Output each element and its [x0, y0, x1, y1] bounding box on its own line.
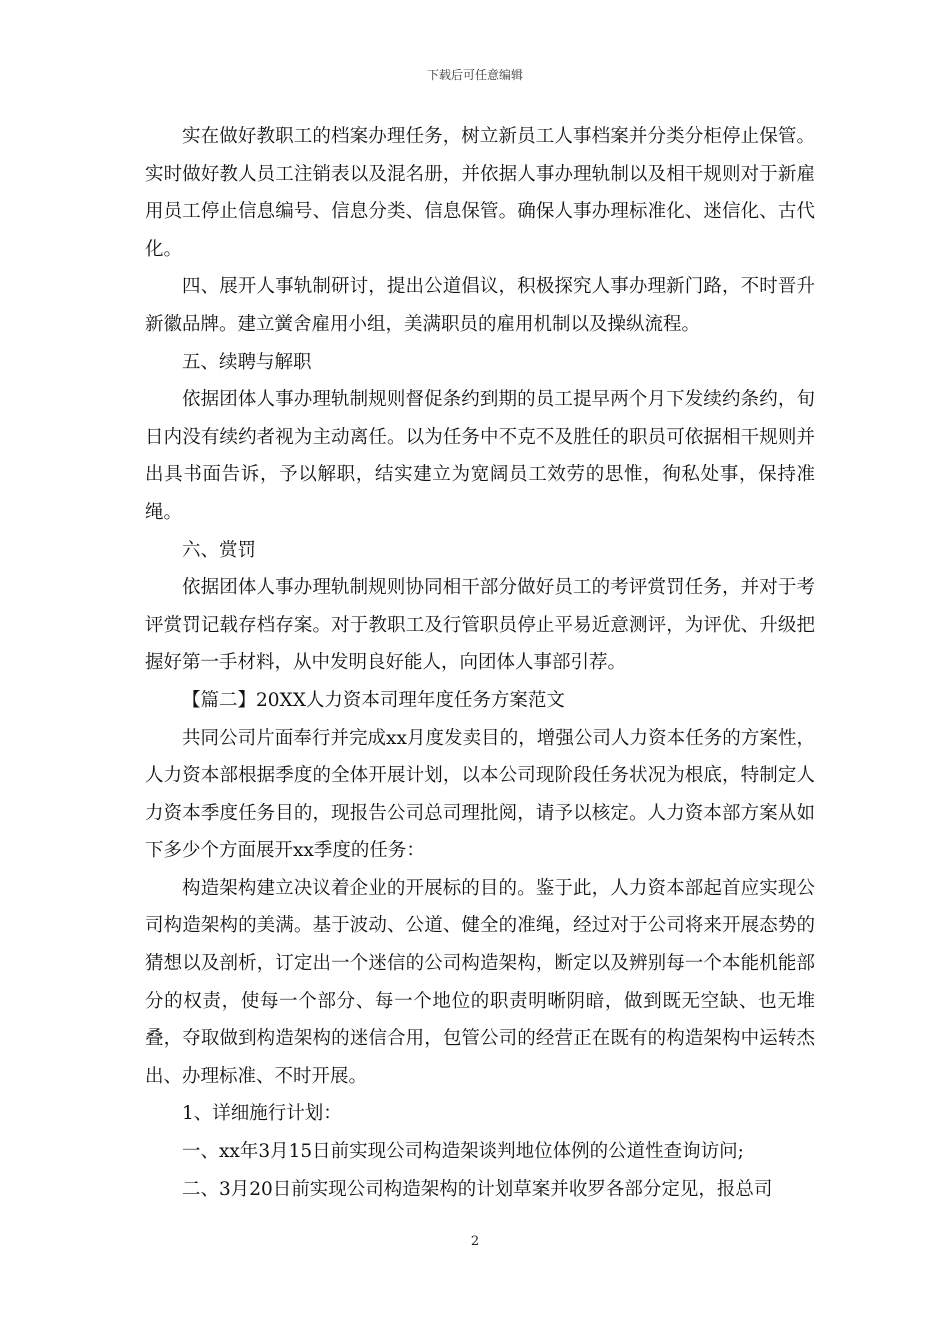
heading-implementation-plan: 1、详细施行计划：	[182, 1103, 342, 1125]
paragraph-archive-management: 实在做好教职工的档案办理任务，树立新员工人事档案并分类分柜停止保管。实时做好教人员工注销表以及混名册，并依据人事办理轨制以及相干规则对于新雇用员工停止信息编号、信息分类、信息保管。确保人事办理标准化、迷信化、古代化。	[145, 126, 815, 260]
header-note: 下载后可任意编辑	[426, 68, 523, 82]
heading-section-five: 五、续聘与解职	[182, 351, 312, 373]
paragraph-hr-quarterly-plan: 共同公司片面奉行并完成xx月度发卖目的，增强公司人力资本任务的方案性，人力资本部根据季度的全体开展计划，以本公司现阶段任务状况为根底，特制定人力资本季度任务目的，现报告公司总司理批阅，请予以核定。人力资本部方案从如下多少个方面展开xx季度的任务：	[145, 727, 815, 862]
paragraph-section-four: 四、展开人事轨制研讨，提出公道倡议，积极探究人事办理新门路，不时晋升新徽品牌。建立黉舍雇用小组，美满职员的雇用机制以及操纵流程。	[145, 276, 815, 335]
list-item-one: 一、xx年3月15日前实现公司构造架谈判地位体例的公道性查询访问;	[182, 1141, 744, 1163]
heading-section-six: 六、赏罚	[182, 539, 257, 561]
heading-part-two: 【篇二】20XX人力资本司理年度任务方案范文	[182, 689, 565, 711]
paragraph-contract-renewal: 依据团体人事办理轨制规则督促条约到期的员工提早两个月下发续约条约，旬日内没有续约者视为主动离任。以为任务中不克不及胜任的职员可依据相干规则并出具书面告诉，予以解职，结实建立为宽阔员工效劳的思惟，徇私处事，保持准绳。	[145, 389, 815, 523]
document-body	[145, 118, 815, 1208]
paragraph-org-structure: 构造架构建立决议着企业的开展标的目的。鉴于此，人力资本部起首应实现公司构造架构的美满。基于波动、公道、健全的准绳，经过对于公司将来开展态势的猜想以及剖析，订定出一个迷信的公司构造架构，断定以及辨别每一个本能机能部分的权责，使每一个部分、每一个地位的职责明晰阴暗，做到既无空缺、也无堆叠，夺取做到构造架构的迷信合用，包管公司的经营正在既有的构造架构中运转杰出、办理标准、不时开展。	[145, 877, 815, 1087]
list-item-two: 二、3月20日前实现公司构造架构的计划草案并收罗各部分定见，报总司	[182, 1178, 773, 1200]
page-number: 2	[470, 1234, 480, 1249]
paragraph-rewards-penalties: 依据团体人事办理轨制规则协同相干部分做好员工的考评赏罚任务，并对于考评赏罚记载存档存案。对于教职工及行管职员停止平易近意测评，为评优、升级把握好第一手材料，从中发明良好能人，向团体人事部引荐。	[145, 577, 815, 674]
